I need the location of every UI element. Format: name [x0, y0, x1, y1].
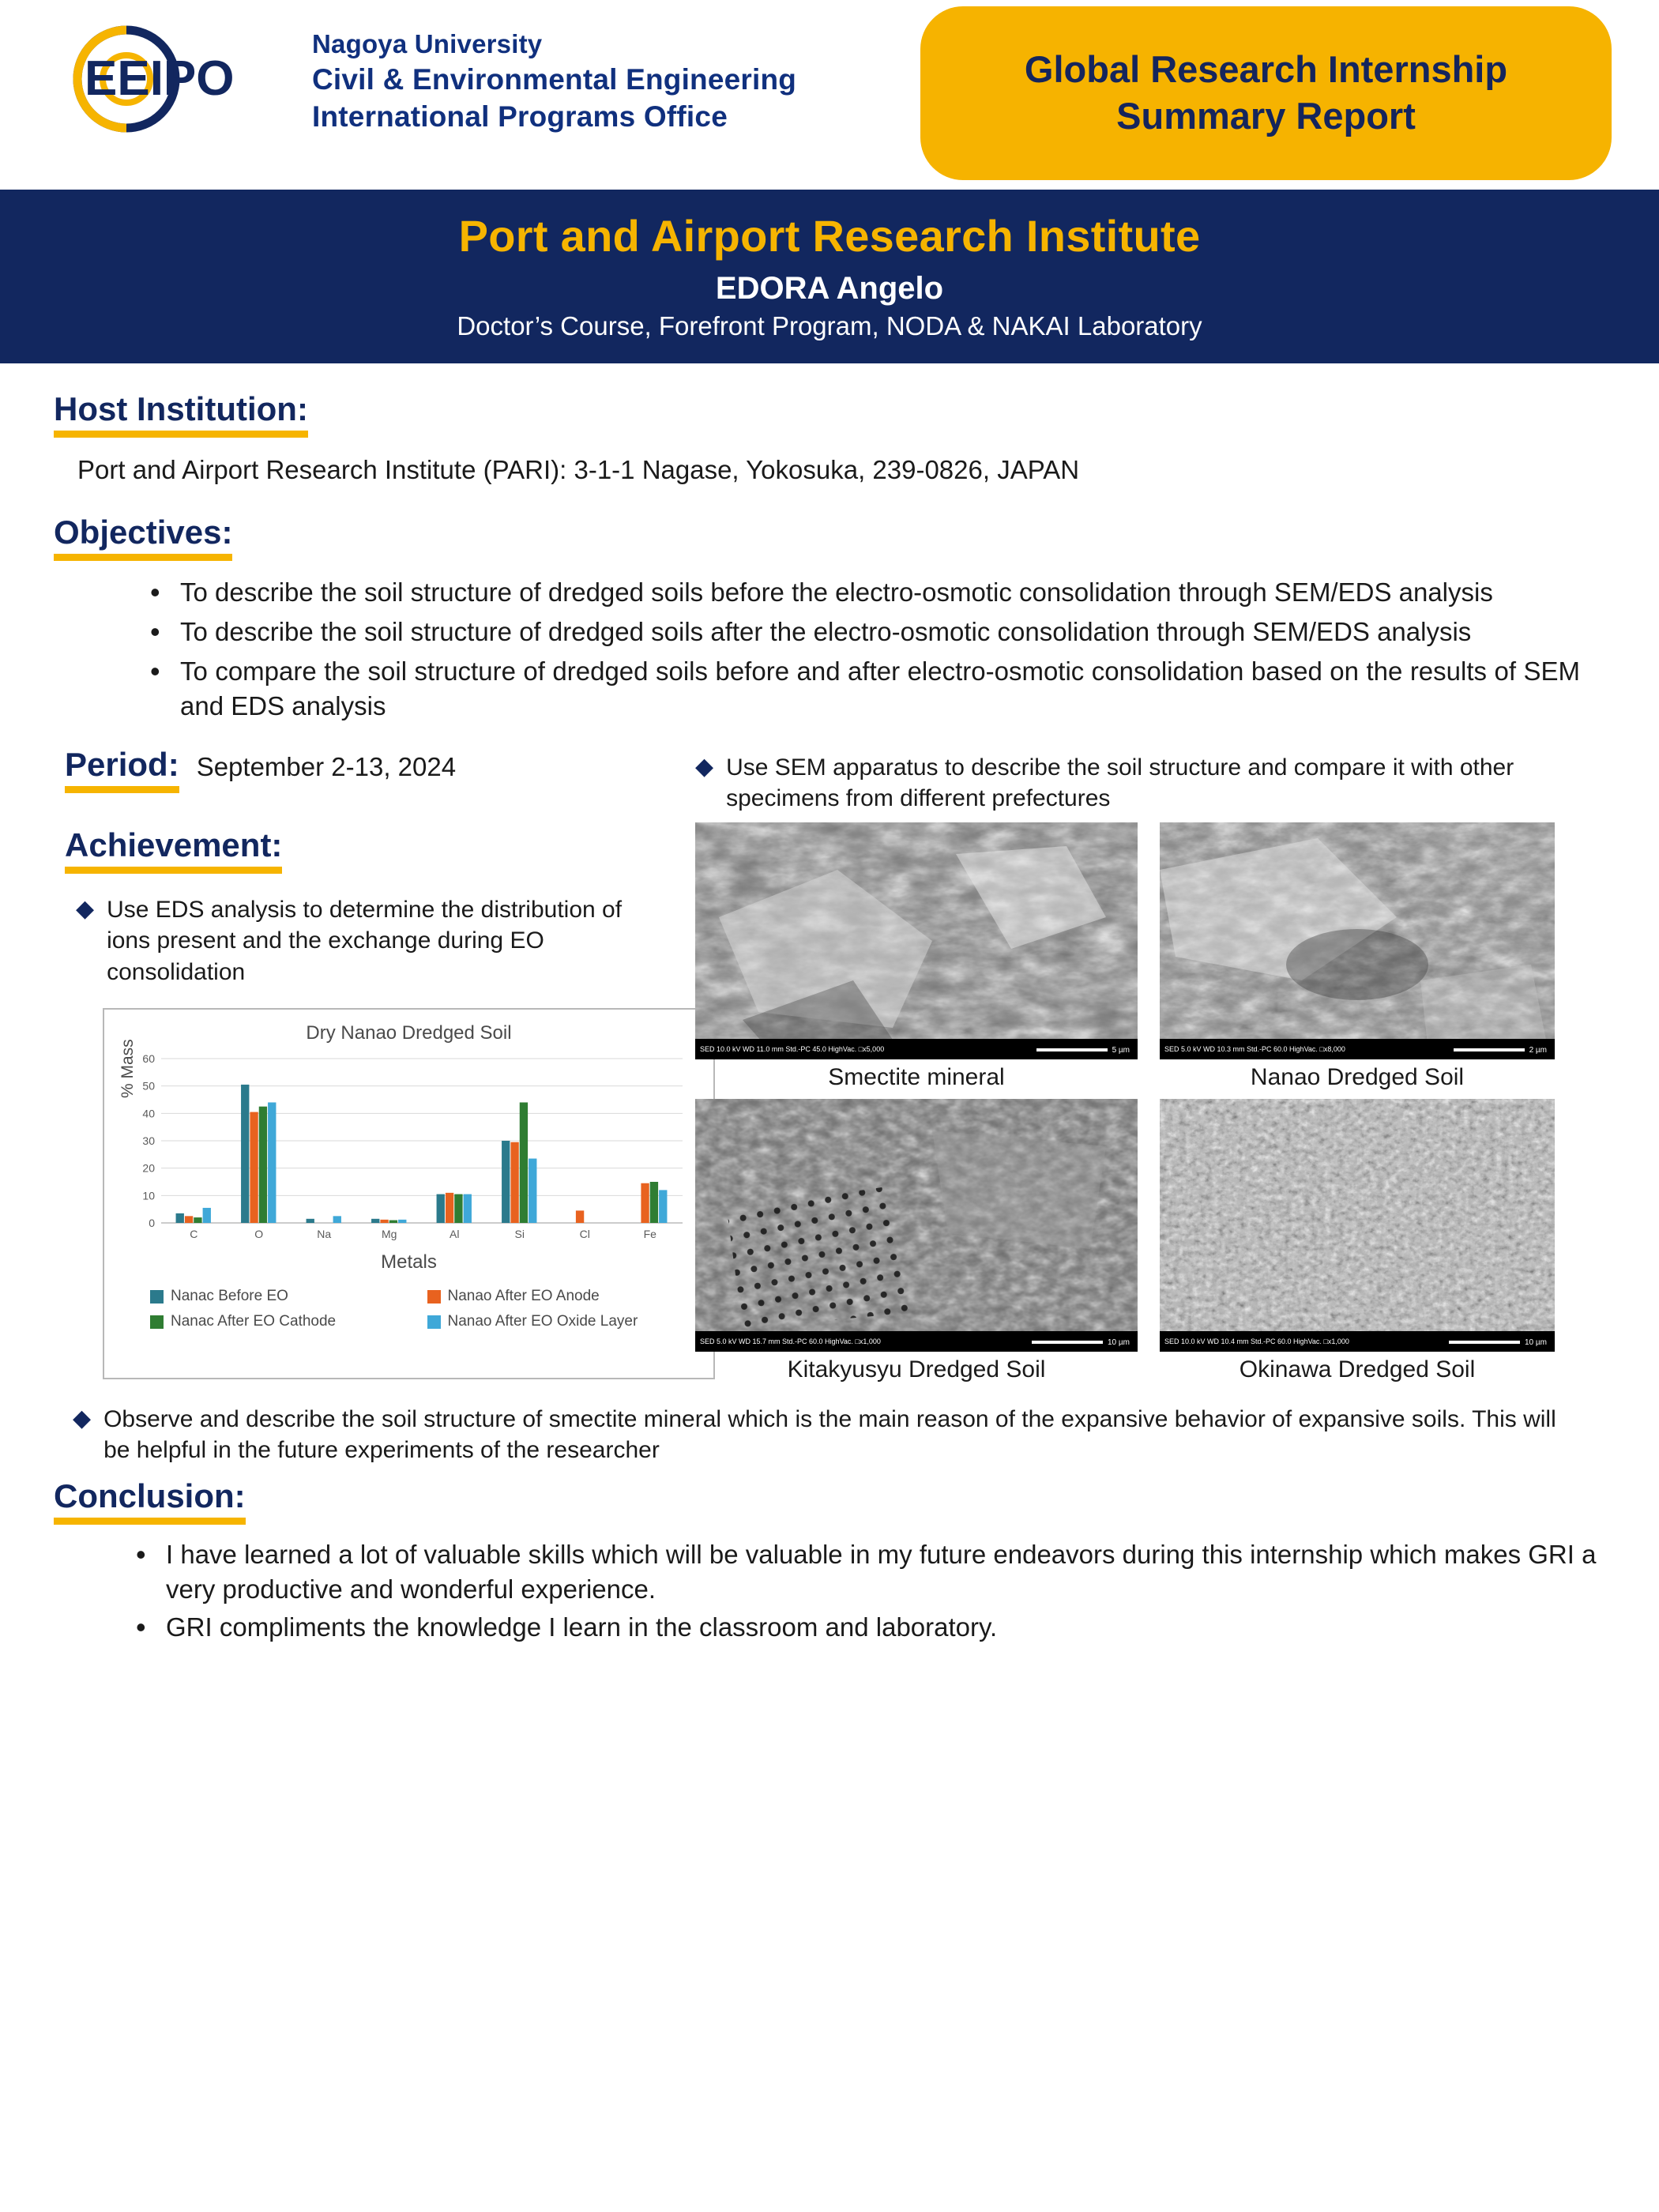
- period-value: September 2-13, 2024: [196, 751, 457, 781]
- svg-text:30: 30: [142, 1134, 155, 1148]
- svg-text:C: C: [190, 1228, 198, 1241]
- sem-caption: Kitakyusyu Dredged Soil: [787, 1356, 1046, 1382]
- period-section: [65, 746, 695, 793]
- chart-title: Dry Nanao Dredged Soil: [306, 1022, 512, 1044]
- legend-label: Nanac Before EO: [171, 1288, 288, 1305]
- conclusion-section: [54, 1477, 1659, 1645]
- chart-legend: [114, 1288, 704, 1330]
- svg-text:20: 20: [142, 1161, 155, 1175]
- eeipo-logo-icon: [43, 22, 304, 141]
- list-item: • I have learned a lot of valuable skills which will be valuable in my future endeavors during this internship which makes GRI a very productive and wonderful experience.: [130, 1537, 1627, 1607]
- sem-scale-label: 10 µm: [1108, 1337, 1130, 1347]
- sem-caption: Smectite mineral: [828, 1063, 1005, 1090]
- diamond-bullet-icon: ◆: [73, 1405, 92, 1431]
- legend-label: Nanac After EO Cathode: [171, 1313, 337, 1330]
- sem-caption: Okinawa Dredged Soil: [1239, 1356, 1476, 1382]
- list-item: • To describe the soil structure of dredged soils before the electro-osmotic consolidation through SEM/EDS analysis: [144, 575, 1580, 610]
- sem-info-text: SED 5.0 kV WD 10.3 mm Std.-PC 60.0 HighVac. □x8,000: [1164, 1044, 1345, 1053]
- conclusion-heading: Conclusion:: [54, 1477, 246, 1525]
- mid-left-column: [0, 746, 695, 1391]
- legend-swatch: [150, 1290, 164, 1304]
- period-heading: Period:: [65, 746, 179, 793]
- page-header: [0, 0, 1659, 190]
- sem-scale-bar: [1032, 1338, 1130, 1347]
- university-line3: International Programs Office: [312, 100, 728, 134]
- svg-text:0: 0: [149, 1217, 155, 1230]
- achievement-item-observe: [73, 1404, 1659, 1466]
- scale-line-icon: [1454, 1048, 1525, 1051]
- eds-bar-chart: [103, 1008, 715, 1379]
- legend-label: Nanao After EO Anode: [447, 1288, 600, 1305]
- report-body: [0, 390, 1659, 1645]
- university-name: [312, 28, 796, 136]
- legend-swatch: [427, 1315, 441, 1329]
- legend-item: [427, 1313, 705, 1330]
- sem-image-kitakyusyu: [695, 1099, 1138, 1352]
- mid-right-column: [695, 746, 1659, 1391]
- achievement-item-sem: [695, 752, 1643, 814]
- sem-cell-kitakyusyu: [695, 1099, 1138, 1391]
- sem-cell-okinawa: [1160, 1099, 1555, 1391]
- svg-text:Si: Si: [514, 1228, 525, 1241]
- sem-info-text: SED 10.0 kV WD 10.4 mm Std.-PC 60.0 HighVac. □x1,000: [1164, 1337, 1349, 1345]
- svg-text:Al: Al: [450, 1228, 460, 1241]
- conclusion-list: [98, 1537, 1659, 1645]
- legend-item: [150, 1313, 427, 1330]
- report-title-line1: Global Research Internship: [1024, 48, 1508, 91]
- logo-block: [43, 22, 796, 141]
- chart-svg: [114, 1051, 698, 1248]
- legend-label: Nanao After EO Oxide Layer: [447, 1313, 638, 1330]
- sem-info-text: SED 10.0 kV WD 11.0 mm Std.-PC 45.0 HighVac. □x5,000: [700, 1044, 885, 1053]
- achievement-item-observe-text: Observe and describe the soil structure of smectite mineral which is the main reason of the expansive behavior of expansive soils. This will be helpful in the future experiments of the researcher: [103, 1405, 1556, 1464]
- sem-image-grid: [695, 822, 1643, 1391]
- institute-title: Port and Airport Research Institute: [458, 211, 1201, 261]
- sem-cell-smectite: [695, 822, 1138, 1099]
- legend-swatch: [427, 1290, 441, 1304]
- list-item: • To describe the soil structure of dredged soils after the electro-osmotic consolidation through SEM/EDS analysis: [144, 615, 1580, 649]
- chart-plot-area: [114, 1039, 704, 1248]
- scale-line-icon: [1036, 1048, 1108, 1051]
- achievement-item-eds-text: Use EDS analysis to determine the distribution of ions present and the exchange during EO consolidation: [107, 896, 623, 985]
- diamond-bullet-icon: ◆: [695, 753, 714, 780]
- legend-item: [150, 1288, 427, 1305]
- svg-text:40: 40: [142, 1107, 155, 1120]
- report-title-badge: [920, 6, 1612, 180]
- sem-image-smectite: [695, 822, 1138, 1059]
- svg-text:Na: Na: [317, 1228, 332, 1241]
- mid-section: [0, 746, 1659, 1391]
- sem-scale-bar: [1454, 1046, 1547, 1055]
- sem-image-nanao: [1160, 822, 1555, 1059]
- svg-text:Fe: Fe: [643, 1228, 656, 1241]
- sem-caption: Nanao Dredged Soil: [1250, 1063, 1465, 1090]
- objectives-list: [98, 575, 1659, 724]
- svg-text:Cl: Cl: [579, 1228, 590, 1241]
- sem-cell-nanao: [1160, 822, 1555, 1099]
- diamond-bullet-icon: ◆: [76, 895, 95, 922]
- author-name: EDORA Angelo: [715, 271, 944, 306]
- svg-text:10: 10: [142, 1189, 155, 1202]
- chart-x-axis-label: Metals: [381, 1251, 437, 1273]
- objectives-section: [54, 514, 1659, 724]
- sem-scale-bar: [1449, 1338, 1547, 1347]
- sem-info-text: SED 5.0 kV WD 15.7 mm Std.-PC 60.0 HighVac. □x1,000: [700, 1337, 881, 1345]
- sem-scale-label: 5 µm: [1112, 1045, 1130, 1055]
- host-institution-heading: Host Institution:: [54, 390, 308, 438]
- sem-scale-label: 2 µm: [1529, 1045, 1547, 1055]
- author-affiliation: Doctor’s Course, Forefront Program, NODA & NAKAI Laboratory: [457, 311, 1202, 340]
- legend-item: [427, 1288, 705, 1305]
- achievement-item-sem-text: Use SEM apparatus to describe the soil structure and compare it with other specimens from different prefectures: [726, 754, 1514, 812]
- host-institution-section: [54, 390, 1659, 485]
- sem-scale-bar: [1036, 1046, 1130, 1055]
- svg-text:Mg: Mg: [382, 1228, 397, 1241]
- host-institution-text: Port and Airport Research Institute (PARI): 3-1-1 Nagase, Yokosuka, 239-0826, JAPAN: [77, 455, 1080, 484]
- chart-y-axis-label: % Mass: [118, 1039, 137, 1099]
- university-line2: Civil & Environmental Engineering: [312, 62, 797, 96]
- university-line1: Nagoya University: [312, 28, 543, 58]
- legend-swatch: [150, 1315, 164, 1329]
- report-title-line2: Summary Report: [1116, 95, 1416, 137]
- svg-text:O: O: [254, 1228, 264, 1241]
- list-item: • GRI compliments the knowledge I learn in the classroom and laboratory.: [130, 1610, 1627, 1645]
- sem-scale-label: 10 µm: [1525, 1337, 1547, 1347]
- svg-text:EEIPO: EEIPO: [85, 51, 235, 106]
- achievement-heading: Achievement:: [65, 826, 282, 874]
- list-item: • To compare the soil structure of dredged soils before and after electro-osmotic consolidation based on the results of SEM and EDS analysis: [144, 654, 1580, 724]
- scale-line-icon: [1449, 1341, 1520, 1344]
- svg-text:60: 60: [142, 1052, 155, 1066]
- achievement-item-eds: [76, 894, 695, 988]
- sem-image-okinawa: [1160, 1099, 1555, 1352]
- title-band: [0, 190, 1659, 363]
- svg-text:50: 50: [142, 1079, 155, 1093]
- objectives-heading: Objectives:: [54, 514, 232, 561]
- scale-line-icon: [1032, 1341, 1103, 1344]
